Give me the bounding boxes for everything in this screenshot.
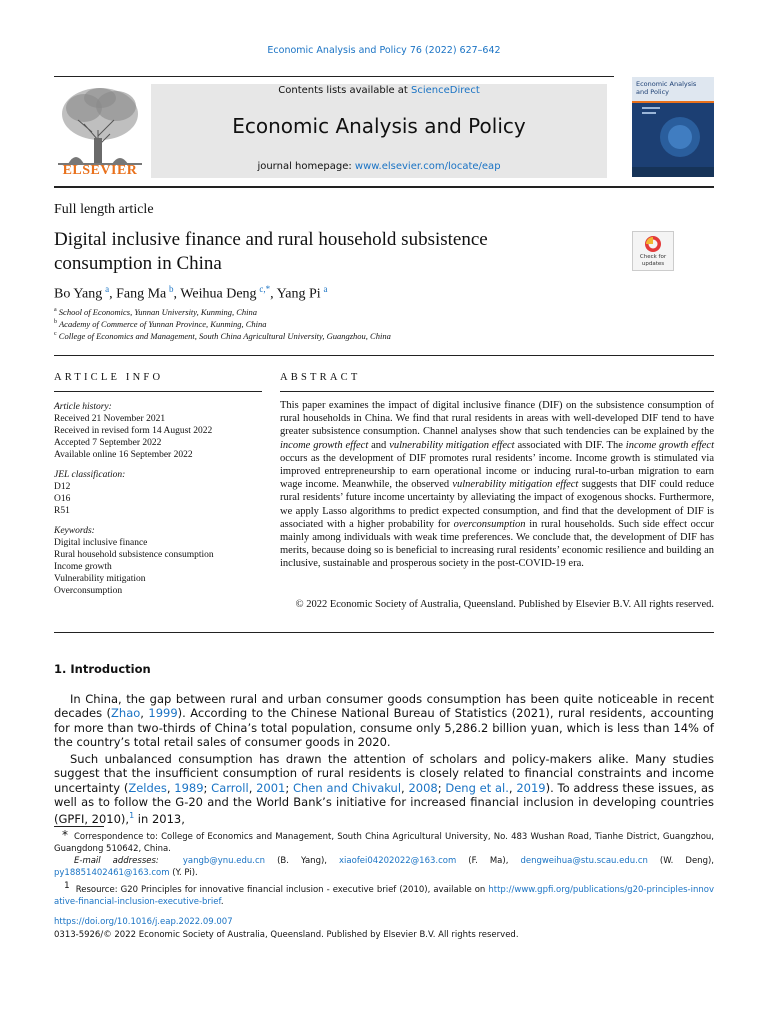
- author-affiliation-mark[interactable]: b: [169, 284, 174, 294]
- abstract-heading: ABSTRACT: [280, 372, 361, 383]
- email-link[interactable]: dengweihua@stu.scau.edu.cn: [520, 856, 648, 866]
- footnote-text: Resource: G20 Principles for innovative financial inclusion - executive brief (2010), available on: [75, 884, 489, 895]
- affiliation: [54, 319, 267, 329]
- citation-link[interactable]: 2019: [516, 780, 546, 795]
- jel-code: R51: [54, 506, 70, 516]
- email-link[interactable]: py18851402461@163.com: [54, 868, 170, 878]
- footnote-rule: [54, 826, 104, 827]
- footnote-link[interactable]: 1: [129, 811, 135, 821]
- title-line-1: Digital inclusive finance and rural household subsistence: [54, 229, 488, 250]
- check-line-1: Check for: [639, 254, 667, 260]
- citation-link[interactable]: 1999: [148, 706, 178, 721]
- history-item: Received 21 November 2021: [54, 414, 166, 424]
- footnote-end: .: [220, 896, 224, 907]
- jel-code: D12: [54, 482, 71, 492]
- journal-reference[interactable]: Economic Analysis and Policy 76 (2022) 627–642: [267, 45, 501, 56]
- header-divider: [54, 355, 714, 356]
- author-affiliation-mark[interactable]: a: [105, 284, 110, 294]
- journal-cover[interactable]: [632, 77, 714, 177]
- jel-label: JEL classification:: [54, 470, 126, 480]
- check-line-2: updates: [641, 260, 665, 267]
- citation-link[interactable]: 1989: [174, 780, 204, 795]
- abstract-segment: suggests that DIF could reduce rural residents’ future income uncertainty by alleviating the impact of exogenous shocks. Furthermore, we apply Lasso algorithms to predict expected consumption, and find that the development of DIF is associated with a higher probability for: [280, 479, 714, 530]
- abstract-text: [280, 399, 714, 571]
- homepage-line: [151, 161, 607, 172]
- email-owner: (B. Yang),: [265, 856, 340, 866]
- keywords: [54, 525, 214, 597]
- author-name: Weihua Deng: [180, 286, 257, 302]
- text-segment: In China, the gap between rural and urban consumer goods consumption has been quite noticeable in recent decades (: [54, 692, 714, 721]
- author-list: Bo Yang $^a$, Fang Ma $^b$, Weihua Deng $^{c,*}$, Yang Pi $^a$: [54, 284, 328, 302]
- history-item: Accepted 7 September 2022: [54, 438, 162, 448]
- citation-link[interactable]: 2001: [256, 780, 286, 795]
- contents-line: [151, 85, 607, 96]
- article-title: [54, 228, 614, 276]
- author-name: Yang Pi: [276, 286, 321, 302]
- author-name: Bo Yang: [54, 286, 103, 302]
- journal-title: Economic Analysis and Policy: [232, 114, 526, 138]
- keyword: Rural household subsistence consumption: [54, 550, 214, 560]
- check-for-updates-badge[interactable]: [632, 231, 674, 271]
- author-name: Fang Ma: [116, 286, 167, 302]
- footnote-star: *: [62, 828, 68, 842]
- keyword: Digital inclusive finance: [54, 538, 148, 548]
- email-owner: (W. Deng),: [647, 856, 714, 866]
- abstract-rule: [280, 391, 714, 392]
- affiliation-text: School of Economics, Yunnan University, Kunming, China: [58, 307, 258, 317]
- footnote-number: 1: [64, 881, 70, 891]
- abstract-segment: and: [368, 439, 390, 451]
- homepage-prefix: journal homepage:: [257, 161, 355, 172]
- jel-code: O16: [54, 494, 71, 504]
- contents-prefix: Contents lists available at: [278, 85, 412, 96]
- affiliation-mark: c: [54, 331, 57, 338]
- footnote-correspondence: [54, 829, 714, 855]
- abstract-segment: This paper examines the impact of digital inclusive finance (DIF) on the subsistence consumption of rural households in China. We find that rural residents in areas with well-developed DIF tend to have greater subsistence consumption. Channel analyses show that such tendencies can be explained by the: [280, 400, 714, 438]
- text-segment: in 2013,: [134, 812, 185, 827]
- doi-link[interactable]: https://doi.org/10.1016/j.eap.2022.09.007: [54, 917, 233, 927]
- email-label: E-mail addresses:: [74, 856, 159, 866]
- text-segment: Such unbalanced consumption has drawn the attention of scholars and policy-makers alike. Many studies suggest that the insufficient consumption of rural residents is closely related to financial constraints and income uncertainty (: [54, 752, 714, 795]
- citation-link[interactable]: Chen and Chivakul: [293, 780, 402, 795]
- text-segment: ). To address these issues, as well as to follow the G-20 and the World Bank’s initiative for increased financial inclusion in developing countries (GPFI, 2010),: [54, 780, 715, 827]
- article-info-heading: ARTICLE INFO: [54, 372, 164, 383]
- cover-title: [636, 80, 696, 96]
- abstract-emphasis: overconsumption: [453, 518, 526, 530]
- keywords-label: Keywords:: [54, 526, 95, 536]
- keyword: Income growth: [54, 562, 112, 572]
- article-history: [54, 401, 212, 461]
- author-affiliation-mark[interactable]: a: [323, 284, 328, 294]
- article-type: Full length article: [54, 202, 154, 217]
- text-segment: ). According to the Chinese National Bureau of Statistics (2021), rural residents, accounting for more than two-thirds of China’s total population, consume only 5,286.2 billion yuan, which is less than 14% of the country’s total retail sales of consumer goods in 2020.: [54, 706, 714, 749]
- affiliation: [54, 331, 391, 341]
- affiliation-text: Academy of Commerce of Yunnan Province, Kunming, China: [58, 319, 267, 329]
- email-link[interactable]: yangb@ynu.edu.cn: [182, 856, 266, 866]
- citation-link[interactable]: Carroll: [211, 780, 249, 795]
- keyword: Vulnerability mitigation: [54, 574, 146, 584]
- citation-link[interactable]: Zeldes: [128, 780, 167, 795]
- affiliation-text: College of Economics and Management, South China Agricultural University, Guangzhou, China: [58, 331, 391, 341]
- footnote-url-link[interactable]: http://www.gpfi.org/publications/g20-principles-innovative-financial-inclusion-executive-brief: [54, 884, 714, 907]
- abstract-divider: [54, 632, 714, 633]
- abstract-emphasis: vulnerability mitigation effect: [452, 479, 579, 491]
- history-item: Available online 16 September 2022: [54, 450, 193, 460]
- cover-title-line-1: Economic Analysis: [636, 80, 697, 88]
- sciencedirect-link[interactable]: ScienceDirect: [411, 85, 480, 96]
- abstract-copyright: © 2022 Economic Society of Australia, Queensland. Published by Elsevier B.V. All rights reserved.: [295, 599, 714, 610]
- history-label: Article history:: [54, 402, 112, 412]
- homepage-link[interactable]: www.elsevier.com/locate/eap: [354, 161, 501, 172]
- email-owner: (F. Ma),: [456, 856, 521, 866]
- citation-link[interactable]: Deng et al.: [445, 780, 509, 795]
- cover-title-line-2: and Policy: [636, 88, 669, 96]
- footnote-emails: [54, 855, 714, 879]
- title-line-2: consumption in China: [54, 253, 222, 274]
- keyword: Overconsumption: [54, 586, 123, 596]
- intro-paragraph-1: In China, the gap between rural and urban consumer goods consumption has been quite noticeable in recent decades (Zhao, 1999). According to the Chinese National Bureau of Statistics (2021), rural residents, accounting for more than two-thirds of China’s total population, consume only 5,286.2 billion yuan, which is less than 14% of the country’s total retail sales of consumer goods in 2020.: [54, 692, 714, 749]
- publisher-name: ELSEVIER: [62, 163, 138, 178]
- citation-link[interactable]: 2008: [408, 780, 438, 795]
- footnote-1: [54, 880, 714, 908]
- author-affiliation-mark[interactable]: c,*: [259, 284, 271, 294]
- abstract-segment: occurs as the development of DIF promotes rural residents’ income. Income growth is stimulated via improved entrepreneurship to earn operational income or inducing rural-to-urban migration to earn wage income. Meanwhile, the observed: [280, 452, 714, 491]
- article-info-rule: [54, 391, 262, 392]
- jel-classification: [54, 469, 125, 517]
- affiliation: [54, 307, 257, 317]
- banner-rule-top: [54, 76, 614, 77]
- email-link[interactable]: xiaofei04202022@163.com: [339, 856, 457, 866]
- section-heading-introduction: 1. Introduction: [54, 662, 151, 676]
- affiliation-mark: b: [54, 319, 57, 326]
- abstract-segment: in rural households. Such side effect occur mainly among individuals with weak time preferences. We conclude that, the development of DIF has merits, because doing so is beneficial to increasing rural residents’ economic resilience and building an inclusive, sustainable and prosperous society in the post-COVID-19 era.: [280, 518, 714, 570]
- elsevier-logo: [54, 84, 146, 180]
- correspondence-text: Correspondence to: College of Economics and Management, South China Agricultural University, No. 483 Wushan Road, Tianhe District, Guangzhou, Guangdong 510642, China.: [54, 832, 714, 854]
- history-item: Received in revised form 14 August 2022: [54, 426, 213, 436]
- abstract-emphasis: income growth effect: [280, 439, 369, 451]
- issn-line: 0313-5926/© 2022 Economic Society of Australia, Queensland. Published by Elsevier B.V. All rights reserved.: [54, 930, 519, 940]
- email-owner: (Y. Pi).: [169, 868, 198, 878]
- check-for-updates-text: [632, 254, 674, 267]
- affiliation-mark: a: [54, 307, 57, 314]
- banner-rule-bottom: [54, 186, 714, 188]
- abstract-segment: associated with DIF. The: [514, 439, 626, 451]
- abstract-emphasis: vulnerability mitigation effect: [389, 439, 515, 451]
- intro-paragraph-2: Such unbalanced consumption has drawn the attention of scholars and policy-makers alike. Many studies suggest that the insufficient consumption of rural residents is closely related to financial constraints and income uncertainty (Zeldes, 1989; Carroll, 2001; Chen and Chivakul, 2008; Deng et al., 2019). To address these issues, as well as to follow the G-20 and the World Bank’s initiative for increased financial inclusion in developing countries (GPFI, 2010),$^1$ in 2013,: [54, 752, 715, 827]
- abstract-emphasis: income growth effect: [625, 439, 715, 451]
- citation-link[interactable]: Zhao: [111, 706, 141, 721]
